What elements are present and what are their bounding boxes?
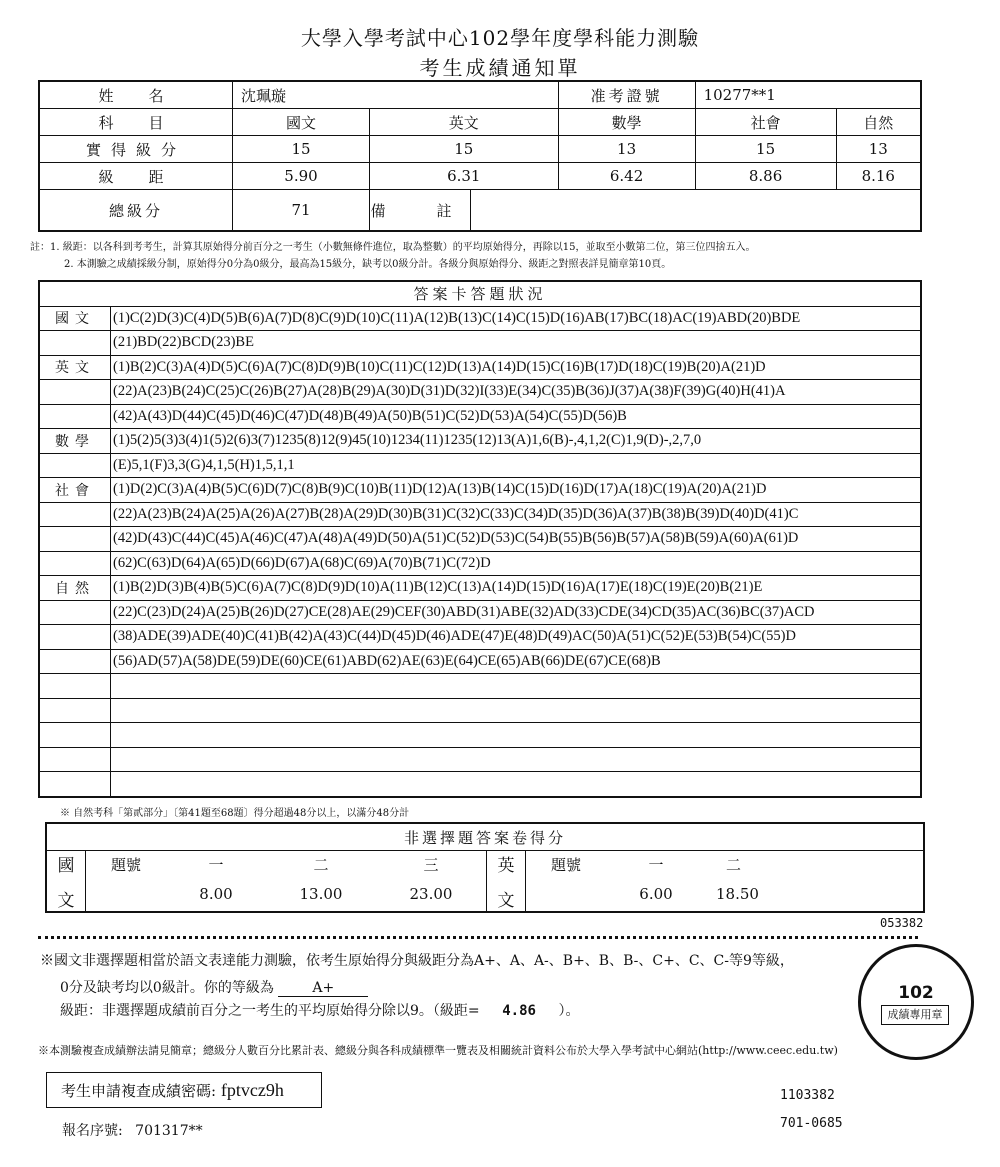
- answer-row: [39, 380, 921, 405]
- answer-row: [39, 747, 921, 772]
- grade-english: 15: [370, 136, 559, 163]
- answer-row: [39, 600, 921, 625]
- answer-row: [39, 306, 921, 331]
- subject-chinese: 國文: [233, 109, 370, 136]
- answer-row-subject: [39, 723, 111, 748]
- answer-row-subject: [39, 674, 111, 699]
- gap-social: 8.86: [695, 163, 836, 190]
- review-password: fptvcz9h: [220, 1080, 284, 1100]
- website-note: ※本測驗複查成績辦法請見簡章；總級分人數百分比累計表、總級分與各科成績標準一覽表及相關統計資料公布於大學入學考試中心網站(http://www.ceec.edu.tw): [38, 1044, 838, 1057]
- answer-row-subject: 數學: [39, 429, 111, 454]
- serial-mid: 1103382: [780, 1088, 835, 1103]
- answer-row: [39, 772, 921, 797]
- answer-table-title: 答案卡答題狀況: [39, 281, 921, 306]
- essay-line-1: ※國文非選擇題相當於語文表達能力測驗，依考生原始得分與級距分為A+、A、A-、B+、B、B-、C+、C、C-等9等級，: [40, 953, 794, 969]
- answer-row-text: (1)B(2)C(3)A(4)D(5)C(6)A(7)C(8)D(9)B(10)C(11)C(12)D(13)A(14)D(15)C(16)B(17)D(18)C(19)B(20)A(21)D: [111, 355, 922, 380]
- answer-row-subject: [39, 649, 111, 674]
- science-footnote: ※ 自然考科「第貳部分」〔第41題至68題〕得分超過48分以上，以滿分48分計: [60, 808, 410, 819]
- grade-social: 15: [695, 136, 836, 163]
- answer-row-text: [111, 723, 922, 748]
- chinese-q1: 一: [208, 855, 224, 874]
- answer-row-subject: [39, 698, 111, 723]
- answer-row-text: (22)C(23)D(24)A(25)B(26)D(27)CE(28)AE(29)CEF(30)ABD(31)ABE(32)AD(33)CDE(34)CD(35)AC(36)BC(37)ACD: [111, 600, 922, 625]
- answer-row-text: (56)AD(57)A(58)DE(59)DE(60)CE(61)ABD(62)AE(63)E(64)CE(65)AB(66)DE(67)CE(68)B: [111, 649, 922, 674]
- answer-row-subject: [39, 600, 111, 625]
- grade-chinese: 15: [233, 136, 370, 163]
- english-q2: 二: [726, 855, 742, 874]
- essay-gap-value: 4.86: [502, 1003, 536, 1019]
- grade-math: 13: [558, 136, 695, 163]
- subject-label: 科 目: [39, 109, 233, 136]
- total-score: 71: [233, 190, 370, 232]
- answer-row: [39, 649, 921, 674]
- answer-row-text: (42)D(43)C(44)C(45)A(46)C(47)A(48)A(49)D(50)A(51)C(52)D(53)C(54)B(55)B(56)B(57)A(58)B(59)A(60)A(61)D: [111, 527, 922, 552]
- answer-row-text: (42)A(43)D(44)C(45)D(46)C(47)D(48)B(49)A(50)B(51)C(52)D(53)A(54)C(55)D(56)B: [111, 404, 922, 429]
- chinese-score-2: 13.00: [299, 885, 343, 903]
- answer-row-text: (1)5(2)5(3)3(4)1(5)2(6)3(7)1235(8)12(9)45(10)1234(11)1235(12)13(A)1,6(B)-,4,1,2(C)1,9(D)-,2,7,0: [111, 429, 922, 454]
- answer-row-subject: 自然: [39, 576, 111, 601]
- answer-row: [39, 331, 921, 356]
- answer-row: [39, 478, 921, 503]
- gap-label: 級 距: [39, 163, 233, 190]
- document-title: 大學入學考試中心102學年度學科能力測驗: [300, 26, 700, 50]
- remark-label: 備 註: [370, 190, 471, 232]
- answer-row-subject: 社會: [39, 478, 111, 503]
- grade-science: 13: [836, 136, 921, 163]
- answer-row-text: (1)C(2)D(3)C(4)D(5)B(6)A(7)D(8)C(9)D(10)C(11)A(12)B(13)C(14)C(15)D(16)AB(17)BC(18)AC(19)ABD(20)BDE: [111, 306, 922, 331]
- chinese-score-1: 8.00: [199, 885, 233, 903]
- answer-row-subject: [39, 331, 111, 356]
- answer-row-subject: [39, 625, 111, 650]
- answer-row-text: [111, 698, 922, 723]
- document-subtitle: 考生成績通知單: [419, 56, 581, 80]
- exam-no-label: 准考證號: [558, 81, 695, 109]
- answer-rows: [39, 306, 921, 797]
- answer-row-text: [111, 747, 922, 772]
- answer-row-text: (62)C(63)D(64)A(65)D(66)D(67)A(68)C(69)A(70)B(71)C(72)D: [111, 551, 922, 576]
- answer-row-subject: [39, 380, 111, 405]
- answer-row-subject: [39, 551, 111, 576]
- gap-math: 6.42: [558, 163, 695, 190]
- chinese-question-label: 題號: [110, 855, 141, 874]
- review-password-label: 考生申請複查成績密碼:: [61, 1082, 217, 1100]
- english-score-1: 6.00: [639, 885, 673, 903]
- answer-row-subject: [39, 453, 111, 478]
- answer-row-text: (E)5,1(F)3,3(G)4,1,5(H)1,5,1,1: [111, 453, 922, 478]
- serial-bottom: 701-0685: [780, 1116, 843, 1131]
- answer-row-subject: 國文: [39, 306, 111, 331]
- answer-row-text: (1)B(2)D(3)B(4)B(5)C(6)A(7)C(8)D(9)D(10)A(11)B(12)C(13)A(14)D(15)D(16)A(17)E(18)C(19)E(20)B(21)E: [111, 576, 922, 601]
- answer-row: [39, 576, 921, 601]
- note-1: 註：1. 級距：以各科到考考生，計算其原始得分前百分之一考生（小數無條件進位，取為整數）的平均原始得分，再除以15，並取至小數第二位，第三位四捨五入。: [30, 242, 756, 253]
- essay-grade: A+: [278, 980, 368, 997]
- answer-row-text: (22)A(23)B(24)A(25)A(26)A(27)B(28)A(29)D(30)B(31)C(32)C(33)C(34)D(35)D(36)A(37)B(38)B(39)D(40)D(41)C: [111, 502, 922, 527]
- answer-row: [39, 404, 921, 429]
- english-score-2: 18.50: [716, 885, 759, 903]
- answer-row: [39, 527, 921, 552]
- answer-row: [39, 453, 921, 478]
- answer-row-text: (21)BD(22)BCD(23)BE: [111, 331, 922, 356]
- essay-line-3: 級距：非選擇題成績前百分之一考生的平均原始得分除以9。（級距= 4.86 ）。: [60, 1003, 580, 1019]
- gap-chinese: 5.90: [233, 163, 370, 190]
- non-selection-table: [45, 822, 925, 913]
- answer-row-subject: 英文: [39, 355, 111, 380]
- answer-row-text: (1)D(2)C(3)A(4)B(5)C(6)D(7)C(8)B(9)C(10)B(11)D(12)A(13)B(14)C(15)D(16)D(17)A(18)C(19)A(20)A(21)D: [111, 478, 922, 503]
- note-2: 2. 本測驗之成績採級分制，原始得分0分為0級分，最高為15級分，缺考以0級分計。各級分與原始得分、級距之對照表詳見簡章第10頁。: [64, 259, 672, 270]
- serial-top: 053382: [880, 916, 924, 930]
- answer-row: [39, 355, 921, 380]
- subject-social: 社會: [695, 109, 836, 136]
- non-selection-title: 非選擇題答案卷得分: [46, 823, 924, 851]
- subject-english: 英文: [370, 109, 559, 136]
- chinese-label: 國 文: [46, 851, 86, 913]
- dotted-divider: [38, 936, 918, 939]
- answer-row-subject: [39, 527, 111, 552]
- stamp-text: 成績專用章: [881, 1005, 949, 1025]
- english-label: 英 文: [487, 851, 526, 913]
- answer-row: [39, 551, 921, 576]
- essay-line-2: 0分及缺考均以0級計。你的等級為 A+: [60, 977, 368, 997]
- answer-row: [39, 625, 921, 650]
- answer-row-text: (38)ADE(39)ADE(40)C(41)B(42)A(43)C(44)D(45)D(46)ADE(47)E(48)D(49)AC(50)A(51)C(52)E(53)B(54)C(55)D: [111, 625, 922, 650]
- answer-row-text: (22)A(23)B(24)C(25)C(26)B(27)A(28)B(29)A(30)D(31)D(32)I(33)E(34)C(35)B(36)J(37)A(38)F(39)G(40)H(41)A: [111, 380, 922, 405]
- student-name: 沈珮璇: [233, 81, 559, 109]
- answer-row-subject: [39, 502, 111, 527]
- remark-value: [471, 190, 922, 232]
- total-label: 總級分: [39, 190, 233, 232]
- answer-row-subject: [39, 404, 111, 429]
- review-password-box: [46, 1072, 322, 1108]
- gap-english: 6.31: [370, 163, 559, 190]
- answer-row-subject: [39, 772, 111, 797]
- answer-row: [39, 723, 921, 748]
- answer-row-subject: [39, 747, 111, 772]
- answer-row-text: [111, 674, 922, 699]
- chinese-q3: 三: [376, 851, 487, 878]
- subject-math: 數學: [558, 109, 695, 136]
- subject-science: 自然: [836, 109, 921, 136]
- answer-row: [39, 674, 921, 699]
- score-table: [38, 80, 922, 232]
- answer-row: [39, 502, 921, 527]
- stamp-year: 102: [898, 983, 934, 1003]
- answer-table: [38, 280, 922, 798]
- english-q1: 一: [648, 855, 664, 874]
- chinese-q2: 二: [313, 855, 329, 874]
- answer-row-text: [111, 772, 922, 797]
- chinese-score-3: 23.00: [376, 877, 487, 912]
- name-label: 姓 名: [39, 81, 233, 109]
- official-stamp: [858, 944, 974, 1060]
- exam-no: 10277**1: [695, 81, 921, 109]
- gap-science: 8.16: [836, 163, 921, 190]
- registration-number: 報名序號: 701317**: [62, 1123, 203, 1139]
- answer-row: [39, 429, 921, 454]
- answer-row: [39, 698, 921, 723]
- english-question-label: 題號: [550, 855, 581, 874]
- grade-label: 實得級分: [39, 136, 233, 163]
